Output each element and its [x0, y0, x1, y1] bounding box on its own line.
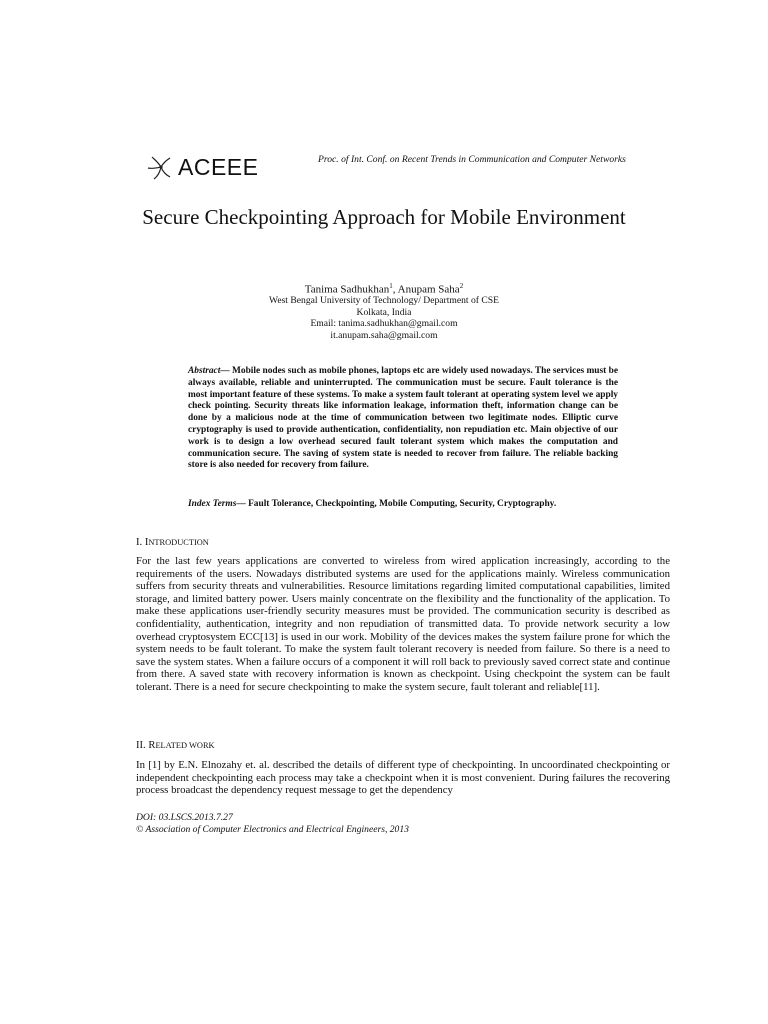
affiliation-line: Kolkata, India [356, 306, 412, 318]
affiliation-mark: 1 [389, 282, 393, 290]
section-number: I. [136, 537, 145, 548]
email-line: Email: tanima.sadhukhan@gmail.com [310, 318, 458, 330]
author-name: Tanima Sadhukhan [304, 283, 390, 296]
abstract [188, 366, 618, 472]
section-initial: I [144, 537, 149, 548]
section-heading-related-work [136, 740, 215, 752]
abstract-label: Abstract [188, 366, 221, 376]
star-logo-icon [146, 152, 176, 182]
introduction-paragraph: For the last few years applications are converted to wireless from wired application increasingly, according to the requirements of the users. Nowadays distributed systems are used for the applications mainly. Wireless communication suffers from security threats and vulnerabilities. Resource limitations regarding limited computational capabilities, limited storage, and limited battery power. Users mainly concentrate on the flexibility and the functionality of the application. To make these applications user-friendly security measures must be provided. The communication security is described as confidentiality, authentication, integrity and non repudiation of transmitted data. To provide network security a low overhead cryptosystem ECC[13] is used in our work. Mobility of the devices makes the system failure prone for which the system needs to be fault tolerant. To make the system fault tolerant recovery is needed from failure. So there is a need to save the system states. When a failure occurs of a component it will roll back to previously saved correct state and continue from there. A saved state with recovery information is known as checkpoint. Using checkpoint the system can be fault tolerant. There is a need for secure checkpointing to make the system secure, fault tolerant and reliable[11]. [136, 555, 670, 693]
affiliation-block [140, 295, 628, 341]
section-initial: R [148, 740, 156, 751]
index-terms-text: Fault Tolerance, Checkpointing, Mobile Computing, Security, Cryptography. [248, 499, 557, 509]
section-title-rest: ELATED WORK [155, 741, 215, 750]
copyright-line: © Association of Computer Electronics and Electrical Engineers, 2013 [136, 824, 409, 835]
affiliation-mark: 2 [459, 282, 464, 290]
index-terms [188, 498, 618, 510]
abstract-dash: — [220, 366, 233, 376]
page-footer [136, 812, 409, 836]
abstract-text: Mobile nodes such as mobile phones, laptops etc are widely used nowadays. The services must be always available, reliable and uninterrupted. The communication must be secure. Fault tolerance is the most important feature of these systems. To make a system fault tolerant at operating system level we apply check pointing. Security threats like information leakage, information theft, information change can be done by a malicious node at the time of communication between two legitimate nodes. Elliptic curve cryptography is used to provide authentication, confidentiality, non repudiation etc. Main objective of our work is to design a low overhead secured fault tolerant system which makes the computation and communication secure. The saving of system state is needed to recover from failure. The reliable backing store is also needed for recovery from failure. [188, 366, 618, 471]
section-number: II. [136, 740, 149, 751]
email-line: it.anupam.saha@gmail.com [330, 329, 438, 341]
affiliation-line: West Bengal University of Technology/ Department of CSE [269, 295, 499, 306]
doi-line: DOI: 03.LSCS.2013.7.27 [136, 812, 233, 823]
author-name: Anupam Saha [397, 283, 460, 296]
author-separator: , [392, 283, 398, 296]
related-work-paragraph: In [1] by E.N. Elnozahy et. al. described the details of different type of checkpointing. In uncoordinated checkpointing or independent checkpointing each process may take a checkpoint when it is most convenient. During failures the recovering process broadcast the dependency request message to get the dependency [136, 759, 670, 797]
conference-name: Proc. of Int. Conf. on Recent Trends in Communication and Computer Networks [318, 154, 626, 165]
logo-text: ACEEE [178, 153, 259, 180]
index-terms-dash: — [236, 499, 249, 509]
index-terms-label: Index Terms [188, 499, 237, 509]
aceee-logo [146, 150, 258, 184]
paper-title: Secure Checkpointing Approach for Mobile Environment [142, 205, 626, 229]
section-title-rest: NTRODUCTION [148, 538, 209, 547]
section-heading-introduction [136, 537, 209, 549]
